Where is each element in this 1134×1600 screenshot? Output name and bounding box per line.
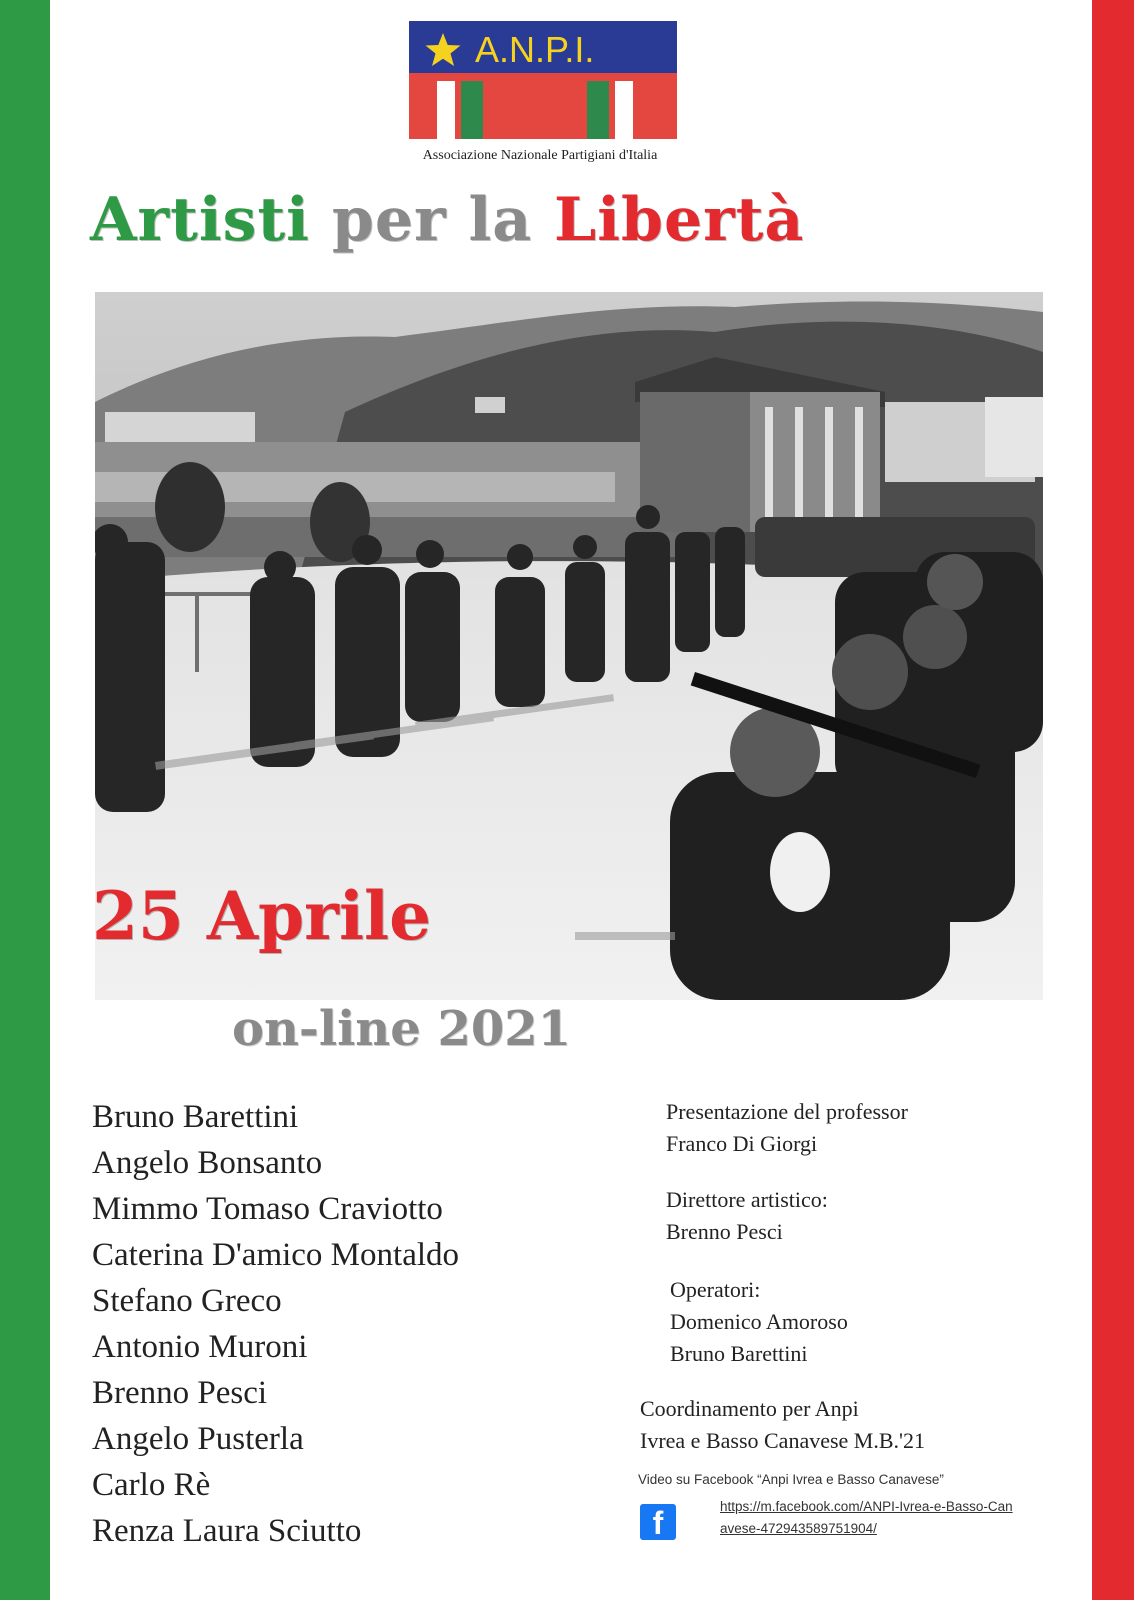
list-item: Angelo Pusterla [92, 1421, 304, 1457]
title-word-liberta: Libertà [554, 185, 805, 255]
operators-label: Operatori: [670, 1277, 761, 1302]
operator-name: Bruno Barettini [670, 1341, 808, 1366]
artists-list [92, 1094, 459, 1554]
title-word-per-la: per la [331, 185, 533, 255]
logo-text: A.N.P.I. [475, 29, 595, 70]
facebook-link[interactable]: https://m.facebook.com/ANPI-Ivrea-e-Basso-Canavese-472943589751904/ [720, 1499, 1013, 1536]
presentation-credit [666, 1096, 908, 1160]
red-side-stripe [1092, 0, 1134, 1600]
list-item: Mimmo Tomaso Craviotto [92, 1191, 443, 1227]
coordination-credit [640, 1393, 925, 1457]
list-item: Stefano Greco [92, 1283, 282, 1319]
green-side-stripe [0, 0, 50, 1600]
director-credit [666, 1184, 828, 1248]
coordination-line: Coordinamento per Anpi [640, 1396, 859, 1421]
anpi-logo [409, 21, 677, 139]
event-edition: on-line 2021 [232, 1001, 572, 1057]
operators-credit [670, 1274, 848, 1370]
list-item: Brenno Pesci [92, 1375, 268, 1411]
director-label: Direttore artistico: [666, 1187, 828, 1212]
presentation-line: Presentazione del professor [666, 1099, 908, 1124]
title-word-artisti: Artisti [90, 185, 310, 255]
presenter-name: Franco Di Giorgi [666, 1131, 818, 1156]
facebook-icon[interactable]: f [640, 1504, 676, 1540]
facebook-caption: Video su Facebook “Anpi Ivrea e Basso Canavese” [638, 1472, 944, 1487]
list-item: Angelo Bonsanto [92, 1145, 323, 1181]
event-date: 25 Aprile [92, 877, 432, 955]
list-item: Carlo Rè [92, 1467, 211, 1503]
logo-caption: Associazione Nazionale Partigiani d'Italia [422, 148, 658, 163]
list-item: Renza Laura Sciutto [92, 1513, 362, 1549]
list-item: Bruno Barettini [92, 1099, 299, 1135]
operator-name: Domenico Amoroso [670, 1309, 848, 1334]
director-name: Brenno Pesci [666, 1219, 783, 1244]
poster-title [90, 186, 1070, 255]
list-item: Caterina D'amico Montaldo [92, 1237, 460, 1273]
coordination-line: Ivrea e Basso Canavese M.B.'21 [640, 1428, 926, 1453]
list-item: Antonio Muroni [92, 1329, 308, 1365]
